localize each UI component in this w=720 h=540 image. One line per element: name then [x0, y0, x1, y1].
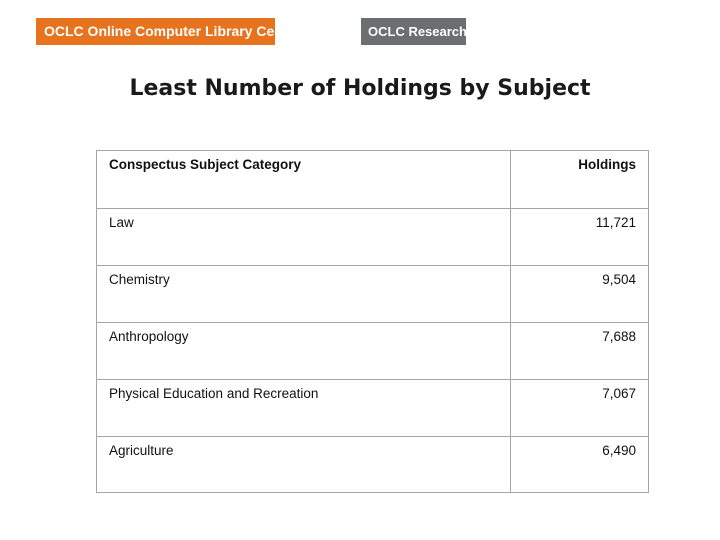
column-header-category: Conspectus Subject Category [97, 151, 510, 208]
column-header-holdings: Holdings [510, 151, 648, 208]
holdings-cell: 7,067 [510, 379, 648, 436]
table-row [97, 436, 648, 493]
holdings-cell: 7,688 [510, 322, 648, 379]
holdings-cell: 6,490 [510, 436, 648, 493]
category-cell: Anthropology [97, 322, 510, 379]
holdings-cell: 9,504 [510, 265, 648, 322]
holdings-table [96, 150, 649, 493]
table-row [97, 265, 648, 322]
holdings-cell: 11,721 [510, 208, 648, 265]
category-cell: Physical Education and Recreation [97, 379, 510, 436]
category-cell: Agriculture [97, 436, 510, 493]
page-title: Least Number of Holdings by Subject [129, 76, 591, 101]
category-cell: Law [97, 208, 510, 265]
oclc-research-logo: OCLC Research [361, 18, 466, 45]
table-row [97, 322, 648, 379]
category-cell: Chemistry [97, 265, 510, 322]
table-header-row [97, 151, 648, 208]
table-row [97, 379, 648, 436]
table-row [97, 208, 648, 265]
oclc-logo: OCLC Online Computer Library Center [36, 18, 275, 45]
